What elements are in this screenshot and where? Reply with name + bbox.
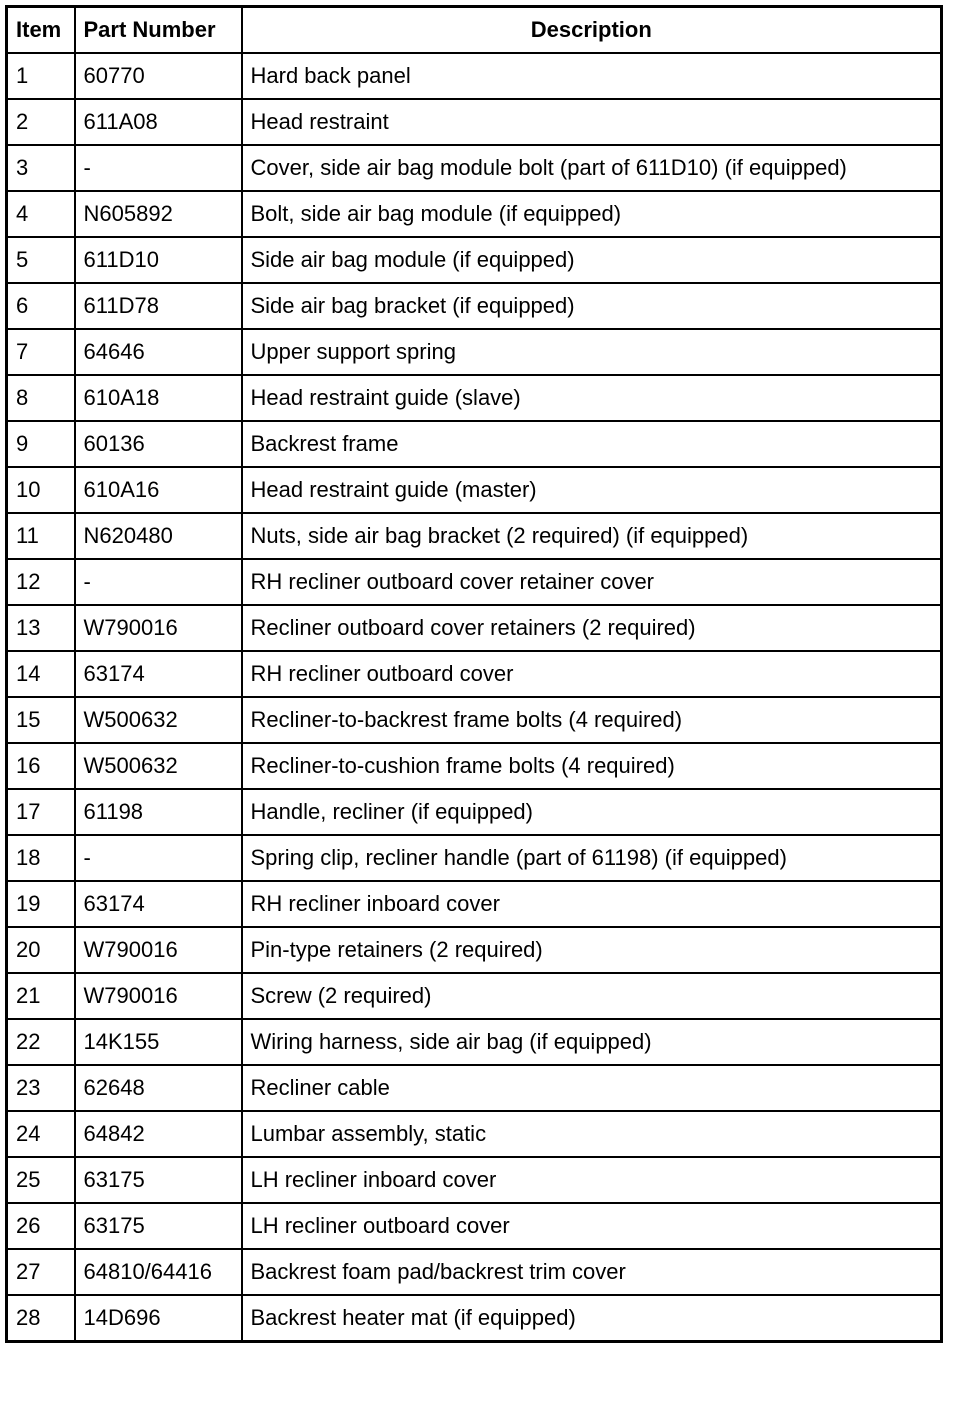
table-row: [7, 835, 942, 881]
part-number-cell: N605892: [75, 191, 242, 237]
table-row: [7, 283, 942, 329]
column-header-part-number: Part Number: [75, 7, 242, 54]
table-row: [7, 421, 942, 467]
table-row: [7, 697, 942, 743]
item-cell: 16: [7, 743, 75, 789]
table-row: [7, 53, 942, 99]
part-number-cell: W500632: [75, 743, 242, 789]
table-row: [7, 605, 942, 651]
item-cell: 21: [7, 973, 75, 1019]
description-cell: Head restraint: [242, 99, 942, 145]
item-cell: 18: [7, 835, 75, 881]
description-cell: LH recliner outboard cover: [242, 1203, 942, 1249]
table-body: [7, 53, 942, 1342]
description-cell: Hard back panel: [242, 53, 942, 99]
description-cell: Bolt, side air bag module (if equipped): [242, 191, 942, 237]
table-row: [7, 1111, 942, 1157]
description-cell: Pin-type retainers (2 required): [242, 927, 942, 973]
part-number-cell: W790016: [75, 605, 242, 651]
item-cell: 9: [7, 421, 75, 467]
table-row: [7, 1157, 942, 1203]
table-row: [7, 651, 942, 697]
table-row: [7, 1019, 942, 1065]
column-header-description: Description: [242, 7, 942, 54]
item-cell: 28: [7, 1295, 75, 1342]
description-cell: RH recliner outboard cover retainer cover: [242, 559, 942, 605]
item-cell: 19: [7, 881, 75, 927]
part-number-cell: 62648: [75, 1065, 242, 1111]
table-row: [7, 467, 942, 513]
part-number-cell: N620480: [75, 513, 242, 559]
part-number-cell: 611D78: [75, 283, 242, 329]
part-number-cell: 63175: [75, 1203, 242, 1249]
item-cell: 8: [7, 375, 75, 421]
part-number-cell: 611A08: [75, 99, 242, 145]
table-row: [7, 1295, 942, 1342]
table-row: [7, 927, 942, 973]
part-number-cell: 60770: [75, 53, 242, 99]
item-cell: 13: [7, 605, 75, 651]
part-number-cell: -: [75, 559, 242, 605]
table-row: [7, 559, 942, 605]
item-cell: 27: [7, 1249, 75, 1295]
item-cell: 20: [7, 927, 75, 973]
part-number-cell: W500632: [75, 697, 242, 743]
part-number-cell: 611D10: [75, 237, 242, 283]
item-cell: 1: [7, 53, 75, 99]
part-number-cell: 64646: [75, 329, 242, 375]
table-row: [7, 145, 942, 191]
table-row: [7, 375, 942, 421]
description-cell: Spring clip, recliner handle (part of 61198) (if equipped): [242, 835, 942, 881]
description-cell: Recliner-to-cushion frame bolts (4 required): [242, 743, 942, 789]
table-header-row: [7, 7, 942, 54]
part-number-cell: 64810/64416: [75, 1249, 242, 1295]
description-cell: Nuts, side air bag bracket (2 required) (if equipped): [242, 513, 942, 559]
part-number-cell: -: [75, 835, 242, 881]
table-row: [7, 99, 942, 145]
item-cell: 15: [7, 697, 75, 743]
description-cell: Recliner cable: [242, 1065, 942, 1111]
table-row: [7, 881, 942, 927]
description-cell: Side air bag bracket (if equipped): [242, 283, 942, 329]
table-row: [7, 1065, 942, 1111]
item-cell: 26: [7, 1203, 75, 1249]
item-cell: 7: [7, 329, 75, 375]
description-cell: LH recliner inboard cover: [242, 1157, 942, 1203]
description-cell: Backrest frame: [242, 421, 942, 467]
description-cell: Backrest foam pad/backrest trim cover: [242, 1249, 942, 1295]
description-cell: Recliner outboard cover retainers (2 required): [242, 605, 942, 651]
part-number-cell: 63174: [75, 651, 242, 697]
item-cell: 11: [7, 513, 75, 559]
part-number-cell: -: [75, 145, 242, 191]
table-row: [7, 329, 942, 375]
description-cell: Head restraint guide (master): [242, 467, 942, 513]
item-cell: 22: [7, 1019, 75, 1065]
table-row: [7, 973, 942, 1019]
part-number-cell: 61198: [75, 789, 242, 835]
part-number-cell: 610A16: [75, 467, 242, 513]
description-cell: RH recliner outboard cover: [242, 651, 942, 697]
table-row: [7, 1249, 942, 1295]
description-cell: RH recliner inboard cover: [242, 881, 942, 927]
parts-table: [5, 5, 943, 1343]
table-row: [7, 237, 942, 283]
item-cell: 14: [7, 651, 75, 697]
part-number-cell: 610A18: [75, 375, 242, 421]
description-cell: Screw (2 required): [242, 973, 942, 1019]
item-cell: 25: [7, 1157, 75, 1203]
table-row: [7, 1203, 942, 1249]
description-cell: Cover, side air bag module bolt (part of 611D10) (if equipped): [242, 145, 942, 191]
table-row: [7, 743, 942, 789]
description-cell: Side air bag module (if equipped): [242, 237, 942, 283]
description-cell: Lumbar assembly, static: [242, 1111, 942, 1157]
part-number-cell: W790016: [75, 927, 242, 973]
part-number-cell: 60136: [75, 421, 242, 467]
part-number-cell: 63175: [75, 1157, 242, 1203]
part-number-cell: 64842: [75, 1111, 242, 1157]
item-cell: 6: [7, 283, 75, 329]
part-number-cell: W790016: [75, 973, 242, 1019]
item-cell: 4: [7, 191, 75, 237]
column-header-item: Item: [7, 7, 75, 54]
table-row: [7, 191, 942, 237]
item-cell: 23: [7, 1065, 75, 1111]
part-number-cell: 14D696: [75, 1295, 242, 1342]
item-cell: 17: [7, 789, 75, 835]
description-cell: Head restraint guide (slave): [242, 375, 942, 421]
description-cell: Recliner-to-backrest frame bolts (4 required): [242, 697, 942, 743]
item-cell: 3: [7, 145, 75, 191]
description-cell: Handle, recliner (if equipped): [242, 789, 942, 835]
description-cell: Upper support spring: [242, 329, 942, 375]
item-cell: 12: [7, 559, 75, 605]
item-cell: 10: [7, 467, 75, 513]
item-cell: 5: [7, 237, 75, 283]
description-cell: Backrest heater mat (if equipped): [242, 1295, 942, 1342]
item-cell: 24: [7, 1111, 75, 1157]
item-cell: 2: [7, 99, 75, 145]
part-number-cell: 14K155: [75, 1019, 242, 1065]
table-row: [7, 513, 942, 559]
part-number-cell: 63174: [75, 881, 242, 927]
description-cell: Wiring harness, side air bag (if equipped): [242, 1019, 942, 1065]
table-row: [7, 789, 942, 835]
